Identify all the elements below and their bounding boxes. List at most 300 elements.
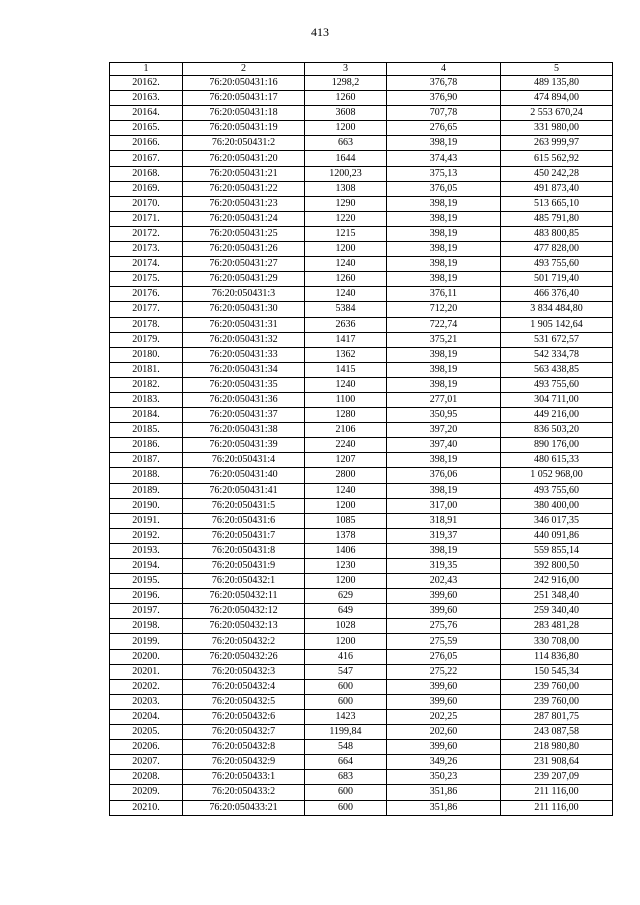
table-row	[110, 242, 613, 257]
row-number-cell: 20193.	[110, 543, 183, 558]
cadastral-value-cell: 304 711,00	[501, 392, 613, 407]
cadastral-value-cell: 283 481,28	[501, 619, 613, 634]
cadastral-number-cell: 76:20:050431:33	[183, 347, 305, 362]
specific-value-cell: 202,60	[387, 725, 501, 740]
cadastral-value-table	[109, 62, 613, 816]
row-number-cell: 20162.	[110, 76, 183, 91]
table-row	[110, 181, 613, 196]
table-row	[110, 664, 613, 679]
table-row	[110, 226, 613, 241]
cadastral-value-cell: 491 873,40	[501, 181, 613, 196]
row-number-cell: 20172.	[110, 226, 183, 241]
table-row	[110, 725, 613, 740]
cadastral-number-cell: 76:20:050432:3	[183, 664, 305, 679]
cadastral-number-cell: 76:20:050431:26	[183, 242, 305, 257]
table-row	[110, 211, 613, 226]
cadastral-number-cell: 76:20:050431:22	[183, 181, 305, 196]
row-number-cell: 20183.	[110, 392, 183, 407]
specific-value-cell: 275,22	[387, 664, 501, 679]
table-row	[110, 136, 613, 151]
cadastral-number-cell: 76:20:050432:1	[183, 574, 305, 589]
cadastral-number-cell: 76:20:050433:1	[183, 770, 305, 785]
cadastral-number-cell: 76:20:050431:4	[183, 453, 305, 468]
table-row	[110, 272, 613, 287]
specific-value-cell: 350,95	[387, 408, 501, 423]
cadastral-value-cell: 542 334,78	[501, 347, 613, 362]
area-cell: 548	[305, 740, 387, 755]
area-cell: 2106	[305, 423, 387, 438]
row-number-cell: 20204.	[110, 709, 183, 724]
cadastral-value-cell: 474 894,00	[501, 91, 613, 106]
area-cell: 1028	[305, 619, 387, 634]
table-row	[110, 392, 613, 407]
specific-value-cell: 276,05	[387, 649, 501, 664]
cadastral-number-cell: 76:20:050431:7	[183, 528, 305, 543]
row-number-cell: 20192.	[110, 528, 183, 543]
cadastral-number-cell: 76:20:050432:6	[183, 709, 305, 724]
column-header-4: 4	[387, 63, 501, 76]
column-header-3: 3	[305, 63, 387, 76]
header-row	[110, 63, 613, 76]
table-row	[110, 634, 613, 649]
row-number-cell: 20197.	[110, 604, 183, 619]
row-number-cell: 20185.	[110, 423, 183, 438]
cadastral-number-cell: 76:20:050432:12	[183, 604, 305, 619]
specific-value-cell: 397,40	[387, 438, 501, 453]
row-number-cell: 20164.	[110, 106, 183, 121]
cadastral-number-cell: 76:20:050432:5	[183, 694, 305, 709]
table-row	[110, 468, 613, 483]
cadastral-value-cell: 440 091,86	[501, 528, 613, 543]
row-number-cell: 20200.	[110, 649, 183, 664]
cadastral-number-cell: 76:20:050431:35	[183, 377, 305, 392]
specific-value-cell: 398,19	[387, 226, 501, 241]
table-row	[110, 438, 613, 453]
area-cell: 1240	[305, 287, 387, 302]
area-cell: 1199,84	[305, 725, 387, 740]
specific-value-cell: 375,21	[387, 332, 501, 347]
area-cell: 1240	[305, 483, 387, 498]
cadastral-number-cell: 76:20:050431:21	[183, 166, 305, 181]
specific-value-cell: 202,43	[387, 574, 501, 589]
cadastral-number-cell: 76:20:050431:19	[183, 121, 305, 136]
cadastral-value-cell: 513 665,10	[501, 196, 613, 211]
area-cell: 664	[305, 755, 387, 770]
cadastral-value-cell: 242 916,00	[501, 574, 613, 589]
table-row	[110, 106, 613, 121]
cadastral-number-cell: 76:20:050431:40	[183, 468, 305, 483]
table-row	[110, 679, 613, 694]
specific-value-cell: 349,26	[387, 755, 501, 770]
cadastral-number-cell: 76:20:050432:9	[183, 755, 305, 770]
area-cell: 1200	[305, 498, 387, 513]
specific-value-cell: 319,35	[387, 559, 501, 574]
specific-value-cell: 398,19	[387, 362, 501, 377]
area-cell: 629	[305, 589, 387, 604]
specific-value-cell: 376,90	[387, 91, 501, 106]
row-number-cell: 20208.	[110, 770, 183, 785]
specific-value-cell: 712,20	[387, 302, 501, 317]
area-cell: 1260	[305, 272, 387, 287]
specific-value-cell: 398,19	[387, 453, 501, 468]
specific-value-cell: 398,19	[387, 377, 501, 392]
cadastral-number-cell: 76:20:050431:30	[183, 302, 305, 317]
specific-value-cell: 398,19	[387, 347, 501, 362]
cadastral-value-cell: 450 242,28	[501, 166, 613, 181]
table-row	[110, 694, 613, 709]
specific-value-cell: 277,01	[387, 392, 501, 407]
cadastral-number-cell: 76:20:050431:25	[183, 226, 305, 241]
cadastral-value-cell: 380 400,00	[501, 498, 613, 513]
specific-value-cell: 398,19	[387, 257, 501, 272]
cadastral-value-cell: 231 908,64	[501, 755, 613, 770]
area-cell: 600	[305, 679, 387, 694]
row-number-cell: 20177.	[110, 302, 183, 317]
table-row	[110, 408, 613, 423]
row-number-cell: 20195.	[110, 574, 183, 589]
table-row	[110, 377, 613, 392]
cadastral-value-cell: 150 545,34	[501, 664, 613, 679]
row-number-cell: 20179.	[110, 332, 183, 347]
area-cell: 1280	[305, 408, 387, 423]
cadastral-value-cell: 449 216,00	[501, 408, 613, 423]
table-row	[110, 755, 613, 770]
cadastral-number-cell: 76:20:050431:32	[183, 332, 305, 347]
specific-value-cell: 350,23	[387, 770, 501, 785]
row-number-cell: 20170.	[110, 196, 183, 211]
table-row	[110, 257, 613, 272]
cadastral-number-cell: 76:20:050431:36	[183, 392, 305, 407]
area-cell: 649	[305, 604, 387, 619]
specific-value-cell: 398,19	[387, 543, 501, 558]
specific-value-cell: 398,19	[387, 483, 501, 498]
area-cell: 1644	[305, 151, 387, 166]
specific-value-cell: 399,60	[387, 589, 501, 604]
cadastral-value-cell: 218 980,80	[501, 740, 613, 755]
row-number-cell: 20165.	[110, 121, 183, 136]
area-cell: 1220	[305, 211, 387, 226]
cadastral-value-cell: 480 615,33	[501, 453, 613, 468]
specific-value-cell: 399,60	[387, 694, 501, 709]
area-cell: 3608	[305, 106, 387, 121]
cadastral-number-cell: 76:20:050431:6	[183, 513, 305, 528]
specific-value-cell: 317,00	[387, 498, 501, 513]
specific-value-cell: 202,25	[387, 709, 501, 724]
specific-value-cell: 376,11	[387, 287, 501, 302]
cadastral-number-cell: 76:20:050431:37	[183, 408, 305, 423]
area-cell: 1362	[305, 347, 387, 362]
cadastral-number-cell: 76:20:050431:9	[183, 559, 305, 574]
area-cell: 1298,2	[305, 76, 387, 91]
cadastral-value-cell: 259 340,40	[501, 604, 613, 619]
table-row	[110, 513, 613, 528]
table-row	[110, 166, 613, 181]
table-row	[110, 196, 613, 211]
area-cell: 1260	[305, 91, 387, 106]
cadastral-value-cell: 1 052 968,00	[501, 468, 613, 483]
specific-value-cell: 376,78	[387, 76, 501, 91]
table-row	[110, 151, 613, 166]
cadastral-number-cell: 76:20:050431:29	[183, 272, 305, 287]
table-row	[110, 770, 613, 785]
area-cell: 1200	[305, 634, 387, 649]
cadastral-number-cell: 76:20:050432:26	[183, 649, 305, 664]
row-number-cell: 20187.	[110, 453, 183, 468]
page-number: 413	[311, 25, 329, 39]
area-cell: 5384	[305, 302, 387, 317]
row-number-cell: 20175.	[110, 272, 183, 287]
specific-value-cell: 398,19	[387, 242, 501, 257]
cadastral-value-cell: 346 017,35	[501, 513, 613, 528]
row-number-cell: 20207.	[110, 755, 183, 770]
row-number-cell: 20173.	[110, 242, 183, 257]
cadastral-value-cell: 251 348,40	[501, 589, 613, 604]
table-row	[110, 483, 613, 498]
area-cell: 547	[305, 664, 387, 679]
table-row	[110, 649, 613, 664]
table-row	[110, 619, 613, 634]
row-number-cell: 20174.	[110, 257, 183, 272]
row-number-cell: 20191.	[110, 513, 183, 528]
column-header-1: 1	[110, 63, 183, 76]
area-cell: 1230	[305, 559, 387, 574]
specific-value-cell: 722,74	[387, 317, 501, 332]
specific-value-cell: 275,59	[387, 634, 501, 649]
cadastral-number-cell: 76:20:050431:5	[183, 498, 305, 513]
table-row	[110, 589, 613, 604]
area-cell: 1417	[305, 332, 387, 347]
table-row	[110, 498, 613, 513]
cadastral-number-cell: 76:20:050431:23	[183, 196, 305, 211]
row-number-cell: 20199.	[110, 634, 183, 649]
cadastral-number-cell: 76:20:050432:8	[183, 740, 305, 755]
row-number-cell: 20166.	[110, 136, 183, 151]
cadastral-value-cell: 466 376,40	[501, 287, 613, 302]
specific-value-cell: 398,19	[387, 211, 501, 226]
cadastral-number-cell: 76:20:050431:31	[183, 317, 305, 332]
specific-value-cell: 351,86	[387, 785, 501, 800]
cadastral-value-cell: 531 672,57	[501, 332, 613, 347]
row-number-cell: 20178.	[110, 317, 183, 332]
area-cell: 1200	[305, 574, 387, 589]
cadastral-value-cell: 1 905 142,64	[501, 317, 613, 332]
specific-value-cell: 399,60	[387, 679, 501, 694]
table-header	[110, 63, 613, 76]
specific-value-cell: 399,60	[387, 604, 501, 619]
cadastral-value-cell: 559 855,14	[501, 543, 613, 558]
row-number-cell: 20209.	[110, 785, 183, 800]
table-row	[110, 574, 613, 589]
cadastral-number-cell: 76:20:050431:41	[183, 483, 305, 498]
row-number-cell: 20196.	[110, 589, 183, 604]
table-row	[110, 76, 613, 91]
area-cell: 600	[305, 800, 387, 815]
area-cell: 416	[305, 649, 387, 664]
row-number-cell: 20202.	[110, 679, 183, 694]
cadastral-number-cell: 76:20:050433:2	[183, 785, 305, 800]
cadastral-value-cell: 243 087,58	[501, 725, 613, 740]
table-row	[110, 453, 613, 468]
cadastral-value-cell: 890 176,00	[501, 438, 613, 453]
row-number-cell: 20188.	[110, 468, 183, 483]
cadastral-value-cell: 615 562,92	[501, 151, 613, 166]
row-number-cell: 20194.	[110, 559, 183, 574]
row-number-cell: 20189.	[110, 483, 183, 498]
cadastral-number-cell: 76:20:050432:4	[183, 679, 305, 694]
area-cell: 1200,23	[305, 166, 387, 181]
table-row	[110, 332, 613, 347]
cadastral-number-cell: 76:20:050431:3	[183, 287, 305, 302]
specific-value-cell: 351,86	[387, 800, 501, 815]
area-cell: 683	[305, 770, 387, 785]
table-row	[110, 347, 613, 362]
row-number-cell: 20176.	[110, 287, 183, 302]
specific-value-cell: 707,78	[387, 106, 501, 121]
cadastral-value-cell: 392 800,50	[501, 559, 613, 574]
table-row	[110, 302, 613, 317]
row-number-cell: 20168.	[110, 166, 183, 181]
specific-value-cell: 398,19	[387, 272, 501, 287]
area-cell: 1240	[305, 377, 387, 392]
cadastral-value-cell: 287 801,75	[501, 709, 613, 724]
table-row	[110, 543, 613, 558]
cadastral-number-cell: 76:20:050431:24	[183, 211, 305, 226]
row-number-cell: 20206.	[110, 740, 183, 755]
specific-value-cell: 399,60	[387, 740, 501, 755]
area-cell: 1308	[305, 181, 387, 196]
cadastral-value-cell: 493 755,60	[501, 377, 613, 392]
table-row	[110, 800, 613, 815]
table-row	[110, 559, 613, 574]
area-cell: 1378	[305, 528, 387, 543]
specific-value-cell: 319,37	[387, 528, 501, 543]
table-row	[110, 121, 613, 136]
area-cell: 2240	[305, 438, 387, 453]
cadastral-number-cell: 76:20:050431:27	[183, 257, 305, 272]
cadastral-value-cell: 2 553 670,24	[501, 106, 613, 121]
cadastral-number-cell: 76:20:050432:7	[183, 725, 305, 740]
row-number-cell: 20184.	[110, 408, 183, 423]
area-cell: 600	[305, 785, 387, 800]
cadastral-value-cell: 485 791,80	[501, 211, 613, 226]
area-cell: 2636	[305, 317, 387, 332]
specific-value-cell: 275,76	[387, 619, 501, 634]
column-header-2: 2	[183, 63, 305, 76]
specific-value-cell: 276,65	[387, 121, 501, 136]
area-cell: 1240	[305, 257, 387, 272]
row-number-cell: 20201.	[110, 664, 183, 679]
specific-value-cell: 398,19	[387, 136, 501, 151]
table-row	[110, 604, 613, 619]
specific-value-cell: 398,19	[387, 196, 501, 211]
cadastral-number-cell: 76:20:050432:13	[183, 619, 305, 634]
table-body	[110, 76, 613, 816]
cadastral-number-cell: 76:20:050432:2	[183, 634, 305, 649]
area-cell: 1100	[305, 392, 387, 407]
cadastral-value-cell: 239 207,09	[501, 770, 613, 785]
row-number-cell: 20182.	[110, 377, 183, 392]
area-cell: 1290	[305, 196, 387, 211]
table-row	[110, 423, 613, 438]
specific-value-cell: 318,91	[387, 513, 501, 528]
cadastral-value-cell: 493 755,60	[501, 257, 613, 272]
specific-value-cell: 374,43	[387, 151, 501, 166]
row-number-cell: 20169.	[110, 181, 183, 196]
row-number-cell: 20203.	[110, 694, 183, 709]
table-row	[110, 528, 613, 543]
area-cell: 2800	[305, 468, 387, 483]
row-number-cell: 20167.	[110, 151, 183, 166]
cadastral-number-cell: 76:20:050431:17	[183, 91, 305, 106]
cadastral-value-cell: 114 836,80	[501, 649, 613, 664]
area-cell: 1406	[305, 543, 387, 558]
cadastral-number-cell: 76:20:050431:39	[183, 438, 305, 453]
cadastral-number-cell: 76:20:050431:38	[183, 423, 305, 438]
cadastral-value-cell: 489 135,80	[501, 76, 613, 91]
table-row	[110, 709, 613, 724]
specific-value-cell: 375,13	[387, 166, 501, 181]
cadastral-number-cell: 76:20:050431:8	[183, 543, 305, 558]
area-cell: 1207	[305, 453, 387, 468]
cadastral-value-cell: 211 116,00	[501, 800, 613, 815]
table-row	[110, 287, 613, 302]
cadastral-value-cell: 477 828,00	[501, 242, 613, 257]
row-number-cell: 20210.	[110, 800, 183, 815]
cadastral-value-cell: 563 438,85	[501, 362, 613, 377]
area-cell: 1200	[305, 242, 387, 257]
table-row	[110, 91, 613, 106]
cadastral-value-cell: 836 503,20	[501, 423, 613, 438]
cadastral-value-cell: 3 834 484,80	[501, 302, 613, 317]
cadastral-value-cell: 493 755,60	[501, 483, 613, 498]
area-cell: 600	[305, 694, 387, 709]
cadastral-value-cell: 331 980,00	[501, 121, 613, 136]
table-row	[110, 740, 613, 755]
cadastral-value-cell: 211 116,00	[501, 785, 613, 800]
cadastral-value-cell: 330 708,00	[501, 634, 613, 649]
table-row	[110, 362, 613, 377]
cadastral-value-cell: 239 760,00	[501, 679, 613, 694]
area-cell: 1085	[305, 513, 387, 528]
row-number-cell: 20205.	[110, 725, 183, 740]
cadastral-number-cell: 76:20:050431:34	[183, 362, 305, 377]
cadastral-value-cell: 239 760,00	[501, 694, 613, 709]
column-header-5: 5	[501, 63, 613, 76]
row-number-cell: 20186.	[110, 438, 183, 453]
cadastral-number-cell: 76:20:050431:20	[183, 151, 305, 166]
area-cell: 1415	[305, 362, 387, 377]
area-cell: 1200	[305, 121, 387, 136]
specific-value-cell: 376,05	[387, 181, 501, 196]
cadastral-number-cell: 76:20:050431:16	[183, 76, 305, 91]
cadastral-number-cell: 76:20:050432:11	[183, 589, 305, 604]
row-number-cell: 20180.	[110, 347, 183, 362]
table-row	[110, 317, 613, 332]
area-cell: 1423	[305, 709, 387, 724]
area-cell: 663	[305, 136, 387, 151]
cadastral-value-cell: 263 999,97	[501, 136, 613, 151]
table-row	[110, 785, 613, 800]
specific-value-cell: 376,06	[387, 468, 501, 483]
row-number-cell: 20163.	[110, 91, 183, 106]
cadastral-number-cell: 76:20:050431:18	[183, 106, 305, 121]
cadastral-value-cell: 501 719,40	[501, 272, 613, 287]
cadastral-number-cell: 76:20:050431:2	[183, 136, 305, 151]
row-number-cell: 20190.	[110, 498, 183, 513]
area-cell: 1215	[305, 226, 387, 241]
specific-value-cell: 397,20	[387, 423, 501, 438]
row-number-cell: 20181.	[110, 362, 183, 377]
